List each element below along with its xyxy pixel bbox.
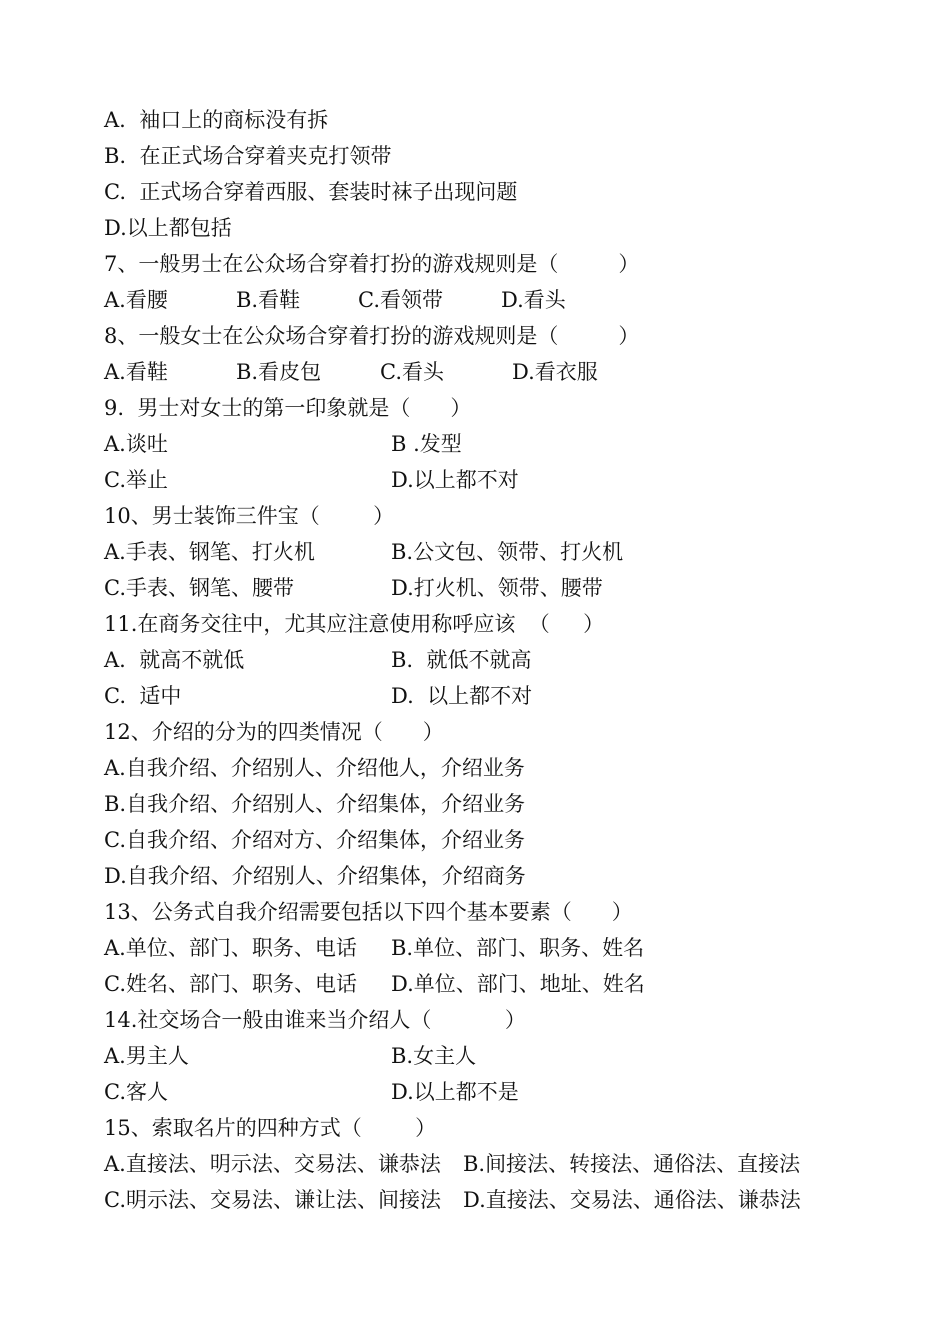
option-d: D.以上都不对 — [391, 468, 519, 492]
question-11: 11.在商务交往中，尤其应注意使用称呼应该 （ ） — [104, 612, 605, 636]
option-d: D.看头 — [501, 288, 566, 312]
question-14: 14.社交场合一般由谁来当介绍人（ ） — [104, 1008, 526, 1032]
question-9: 9. 男士对女士的第一印象就是（ ） — [104, 396, 472, 420]
option-a: A.单位、部门、职务、电话 — [104, 936, 357, 960]
question-8: 8、一般女士在公众场合穿着打扮的游戏规则是（ ） — [104, 324, 640, 348]
option-c: C.明示法、交易法、谦让法、间接法 — [104, 1188, 441, 1212]
option-b: B.间接法、转接法、通俗法、直接法 — [463, 1152, 801, 1176]
options-row — [104, 1078, 519, 1106]
options-row — [104, 1186, 801, 1214]
option-b: B.看皮包 — [236, 360, 322, 384]
option-d: D.直接法、交易法、通俗法、谦恭法 — [463, 1188, 801, 1212]
option-d: D.以上都不是 — [391, 1080, 519, 1104]
option-line: A. 袖口上的商标没有拆 — [104, 108, 329, 132]
option-d: D.看衣服 — [512, 360, 598, 384]
option-d: D.自我介绍、介绍别人、介绍集体，介绍商务 — [104, 864, 526, 888]
options-row — [104, 1042, 477, 1070]
options-row — [104, 934, 645, 962]
options-row — [104, 646, 532, 674]
option-c: C. 适中 — [104, 684, 182, 708]
option-c: C.举止 — [104, 468, 168, 492]
option-a: A.看鞋 — [104, 360, 168, 384]
option-line: C. 正式场合穿着西服、套装时袜子出现问题 — [104, 180, 518, 204]
option-b: B.公文包、领带、打火机 — [391, 540, 624, 564]
options-row — [104, 970, 645, 998]
option-line: D.以上都包括 — [104, 216, 232, 240]
option-a: A.手表、钢笔、打火机 — [104, 540, 315, 564]
options-row — [104, 286, 566, 314]
option-d: D.打火机、领带、腰带 — [391, 576, 603, 600]
option-d: D. 以上都不对 — [391, 684, 533, 708]
options-row — [104, 358, 598, 386]
option-c: C.姓名、部门、职务、电话 — [104, 972, 357, 996]
options-row — [104, 430, 462, 458]
option-a: A.直接法、明示法、交易法、谦恭法 — [104, 1152, 441, 1176]
option-line: B. 在正式场合穿着夹克打领带 — [104, 144, 392, 168]
option-d: D.单位、部门、地址、姓名 — [391, 972, 645, 996]
options-row — [104, 1150, 801, 1178]
question-13: 13、公务式自我介绍需要包括以下四个基本要素（ ） — [104, 900, 633, 924]
option-c: C.客人 — [104, 1080, 168, 1104]
question-15: 15、索取名片的四种方式（ ） — [104, 1116, 437, 1140]
option-a: A.男主人 — [104, 1044, 189, 1068]
question-12: 12、介绍的分为的四类情况（ ） — [104, 720, 444, 744]
option-b: B. 就低不就高 — [391, 648, 532, 672]
option-c: C.自我介绍、介绍对方、介绍集体，介绍业务 — [104, 828, 525, 852]
question-10: 10、男士装饰三件宝（ ） — [104, 504, 395, 528]
options-row — [104, 466, 519, 494]
option-a: A.谈吐 — [104, 432, 168, 456]
options-row — [104, 682, 533, 710]
options-row — [104, 574, 603, 602]
option-b: B.自我介绍、介绍别人、介绍集体，介绍业务 — [104, 792, 526, 816]
option-b: B.看鞋 — [236, 288, 301, 312]
option-b: B .发型 — [391, 432, 462, 456]
question-7: 7、一般男士在公众场合穿着打扮的游戏规则是（ ） — [104, 252, 640, 276]
option-a: A.看腰 — [104, 288, 168, 312]
option-b: B.女主人 — [391, 1044, 477, 1068]
option-b: B.单位、部门、职务、姓名 — [391, 936, 645, 960]
option-a: A. 就高不就低 — [104, 648, 245, 672]
option-c: C.手表、钢笔、腰带 — [104, 576, 294, 600]
option-c: C.看领带 — [358, 288, 443, 312]
option-a: A.自我介绍、介绍别人、介绍他人，介绍业务 — [104, 756, 525, 780]
options-row — [104, 538, 624, 566]
option-c: C.看头 — [380, 360, 444, 384]
